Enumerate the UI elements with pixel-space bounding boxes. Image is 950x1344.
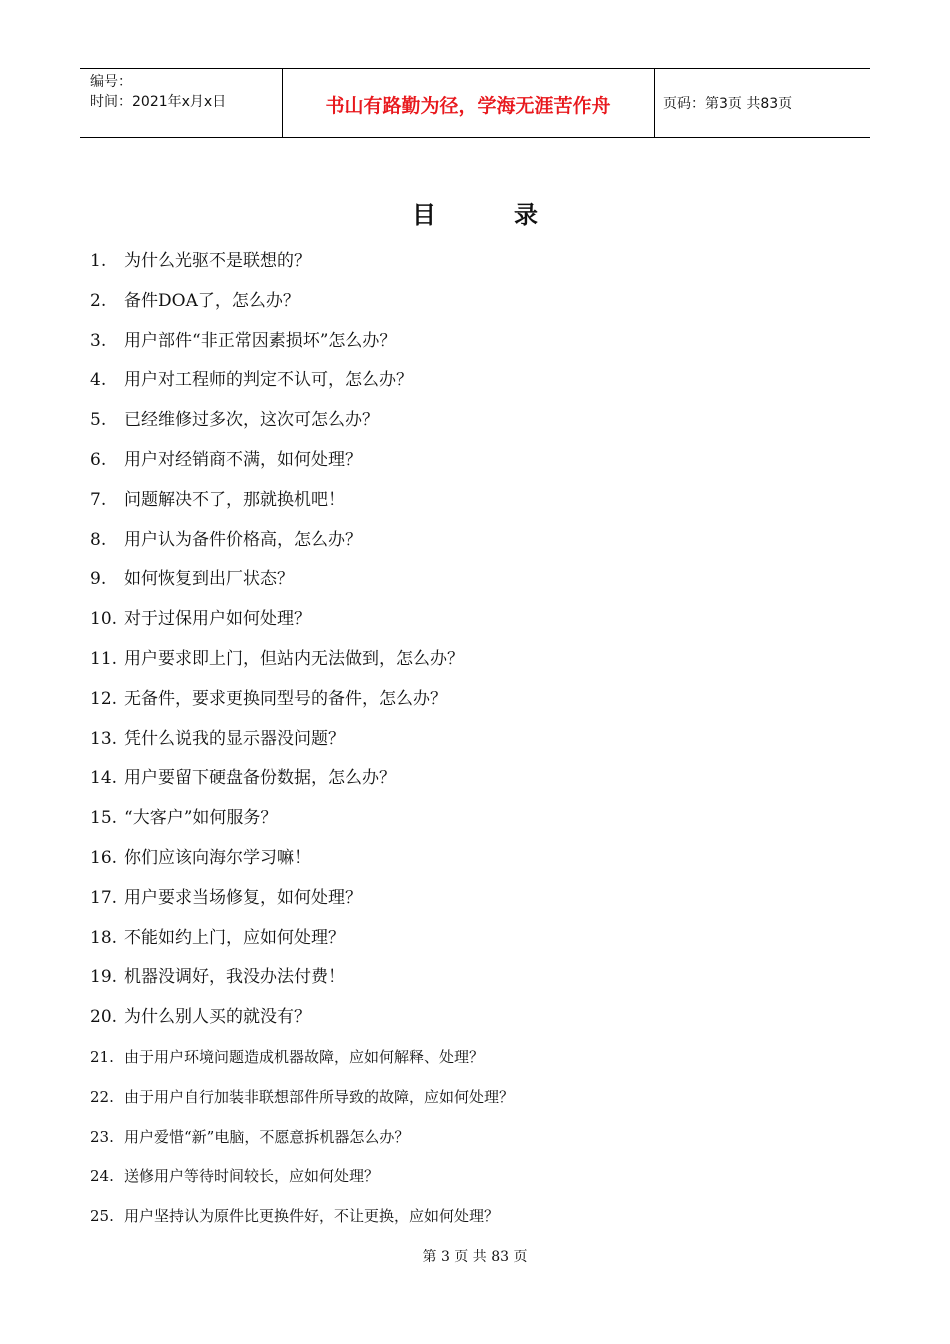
toc-item[interactable]: [90, 845, 311, 871]
toc-item-text: 对于过保用户如何处理？: [124, 609, 311, 630]
toc-item-number: 8.: [90, 529, 107, 550]
toc-item-text: 备件DOA了，怎么办？: [124, 290, 300, 311]
toc-item-number: 4.: [90, 370, 107, 391]
toc-item-text: 无备件，要求更换同型号的备件，怎么办？: [124, 688, 447, 709]
toc-item-text: 用户要求当场修复，如何处理？: [124, 887, 362, 908]
toc-item[interactable]: [90, 885, 362, 911]
toc-item[interactable]: [90, 606, 311, 632]
toc-item-number: 25.: [90, 1207, 114, 1226]
toc-item-text: 用户要求即上门，但站内无法做到，怎么办？: [124, 649, 464, 669]
page-header: [80, 68, 870, 138]
header-motto-cell: [282, 69, 655, 137]
toc-item-text: 由于用户自行加装非联想部件所导致的故障，应如何处理？: [124, 1087, 515, 1106]
page-footer: 第 3 页 共 83 页: [422, 1249, 528, 1265]
toc-item-text: 机器没调好，我没办法付费！: [124, 967, 345, 988]
toc-item[interactable]: [90, 925, 345, 951]
toc-item-text: 用户坚持认为原件比更换件好，不让更换，应如何处理？: [124, 1207, 500, 1226]
toc-item-text: 送修用户等待时间较长，应如何处理？: [124, 1167, 380, 1186]
toc-item-number: 10.: [90, 609, 118, 630]
toc-item-number: 19.: [90, 967, 118, 988]
toc-item-number: 23.: [90, 1127, 114, 1146]
toc-item[interactable]: [90, 1044, 484, 1070]
toc-item-number: 21.: [90, 1048, 114, 1066]
toc-item[interactable]: [90, 367, 413, 393]
toc-title-second: 录: [514, 201, 538, 229]
toc-item[interactable]: [90, 964, 345, 990]
toc-item-number: 13.: [90, 728, 118, 749]
toc-item[interactable]: [90, 487, 345, 513]
toc-title: [0, 195, 950, 230]
toc-item-text: 不能如约上门，应如何处理？: [124, 927, 345, 948]
toc-item-number: 6.: [90, 450, 107, 470]
toc-item-number: 16.: [90, 848, 118, 868]
toc-item-text: 由于用户环境问题造成机器故障，应如何解释、处理？: [124, 1048, 485, 1066]
toc-item-number: 9.: [90, 569, 107, 590]
toc-item[interactable]: [90, 566, 294, 592]
toc-item-text: 为什么光驱不是联想的？: [124, 251, 311, 271]
toc-item[interactable]: [90, 1203, 499, 1229]
toc-item-number: 3.: [90, 330, 107, 351]
toc-item-text: 为什么别人买的就没有？: [124, 1007, 311, 1028]
toc-item[interactable]: [90, 686, 447, 712]
page-code: 页码：第3页 共83页: [663, 96, 793, 112]
toc-item-text: “大客户”如何服务？: [124, 808, 278, 829]
toc-item-text: 用户对工程师的判定不认可，怎么办？: [124, 370, 413, 391]
toc-item[interactable]: [90, 288, 300, 314]
toc-item[interactable]: [90, 1124, 409, 1150]
toc-item-text: 如何恢复到出厂状态？: [124, 569, 294, 590]
toc-item-text: 你们应该向海尔学习嘛！: [124, 848, 311, 868]
toc-item-number: 17.: [90, 887, 118, 908]
toc-item-number: 12.: [90, 688, 118, 709]
toc-item-text: 凭什么说我的显示器没问题？: [124, 728, 345, 749]
toc-item[interactable]: [90, 407, 379, 433]
toc-item[interactable]: [90, 248, 311, 274]
toc-item[interactable]: [90, 765, 396, 791]
header-info-cell: [80, 69, 283, 137]
toc-item[interactable]: [90, 646, 464, 672]
toc-item-number: 1.: [90, 251, 107, 271]
toc-item-text: 问题解决不了，那就换机吧！: [124, 489, 345, 510]
toc-item-number: 7.: [90, 489, 107, 510]
toc-item-number: 14.: [90, 768, 118, 789]
toc-item[interactable]: [90, 726, 345, 752]
toc-item-number: 20.: [90, 1007, 118, 1028]
toc-item[interactable]: [90, 328, 396, 354]
serial-label: 编号：: [90, 74, 132, 90]
toc-item[interactable]: [90, 1163, 379, 1189]
toc-item-number: 24.: [90, 1167, 114, 1186]
toc-item[interactable]: [90, 1084, 514, 1110]
toc-item-number: 15.: [90, 808, 118, 829]
date-line: 时间：2021年x月x日: [90, 94, 227, 110]
toc-item[interactable]: [90, 805, 277, 831]
toc-title-first: 目: [412, 201, 436, 229]
toc-item[interactable]: [90, 1004, 311, 1030]
toc-item-text: 用户要留下硬盘备份数据，怎么办？: [124, 768, 396, 789]
toc-item[interactable]: [90, 447, 362, 473]
motto: 书山有路勤为径，学海无涯苦作舟: [325, 95, 611, 117]
toc-item-number: 22.: [90, 1087, 114, 1106]
toc-item-text: 用户爱惜“新”电脑，不愿意拆机器怎么办？: [124, 1127, 410, 1146]
toc-item-text: 用户对经销商不满，如何处理？: [124, 450, 362, 470]
toc-item-number: 2.: [90, 290, 107, 311]
toc-item[interactable]: [90, 527, 362, 553]
toc-item-text: 用户部件“非正常因素损坏”怎么办？: [124, 330, 397, 351]
toc-item-text: 用户认为备件价格高，怎么办？: [124, 529, 362, 550]
toc-item-text: 已经维修过多次，这次可怎么办？: [124, 410, 379, 431]
toc-item-number: 11.: [90, 649, 118, 669]
toc-item-number: 5.: [90, 410, 107, 431]
header-page-cell: [655, 69, 870, 137]
toc-item-number: 18.: [90, 927, 118, 948]
